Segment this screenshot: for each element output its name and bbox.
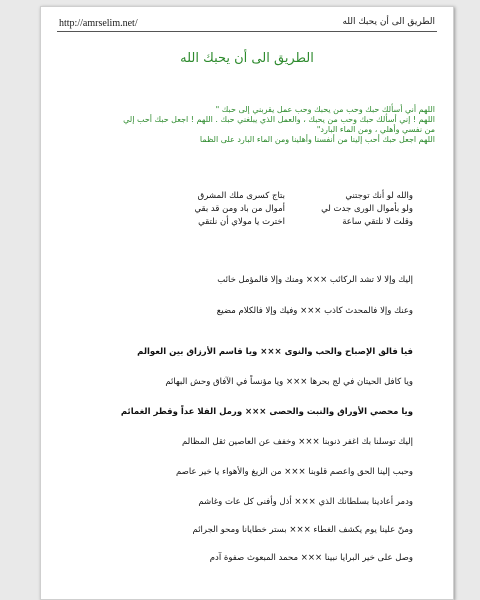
document-title: الطريق الى أن يحبك الله [180, 51, 314, 66]
poem-hemistich: بتاج كسرى ملك المشرق [197, 191, 285, 201]
verse-line: ويا كافل الحيتان في لج بحرها ××× ويا مؤنساً في الآفاق وحش البهائم [165, 377, 413, 387]
poem-hemistich: اخترت يا مولاي أن نلتقي [198, 217, 285, 227]
verse-line: وحبب إلينا الحق واعصم قلوبنا ××× من الزيغ والأهواء يا خير عاصم [175, 467, 413, 477]
header-divider [57, 31, 437, 32]
verse-line: ودمر أعادينا بسلطانك الذي ××× أذل وأفنى كل عات وغاشم [198, 497, 413, 507]
header-url-link[interactable]: http://amrselim.net/ [59, 18, 138, 29]
verse-line: إليك وإلا لا تشد الركائب ××× ومنك وإلا فالمؤمل خائب [217, 275, 413, 285]
prayer-line: اللهم ! إني أسألك حبك وحب من يحبك ، والعمل الذي يبلغني حبك . اللهم ! اجعل حبك أحب إلي [123, 115, 435, 124]
verse-line: ويا محصي الأوراق والنبت والحصى ××× ورمل الفلا عداً وقطر الغمائم [120, 407, 413, 417]
poem-hemistich: والله لو أنك توجتني [345, 191, 413, 201]
poem-row [175, 203, 413, 216]
prayer-line: اللهم اجعل حبك أحب إلينا من أنفسنا وأهلينا ومن الماء البارد على الظما [199, 135, 435, 144]
verse-line: إليك توسلنا بك اغفر ذنوبنا ××× وخفف عن العاصين ثقل المظالم [182, 437, 413, 447]
document-page [40, 6, 454, 600]
header-title: الطريق الى أن يحبك الله [342, 17, 435, 27]
poem-row [175, 190, 413, 203]
prayer-line: اللهم أني أسألك حبك وحب من يحبك وحب عمل يقربني إلى حبك " [215, 105, 435, 114]
verse-line: فيا فالق الإصباح والحب والنوى ××× ويا قاسم الأرزاق بين العوالم [137, 347, 413, 357]
prayer-paragraph [59, 105, 435, 145]
poem-hemistich: ولو بأموال الورى جدت لي [321, 204, 413, 214]
verse-line: ومنّ علينا يوم يكشف الغطاء ××× بستر خطايانا ومحو الجرائم [192, 525, 413, 535]
poem-block [175, 190, 413, 229]
prayer-line: من نفسي وأهلي ، ومن الماء البارد" [316, 125, 435, 134]
poem-row [175, 216, 413, 229]
poem-hemistich: وقلت لا نلتقي ساعة [342, 217, 413, 227]
verse-line: وصل على خير البرايا نبينا ××× محمد المبعوث صفوة آدم [209, 553, 413, 563]
poem-hemistich: أموال من باد ومن قد بقي [194, 204, 285, 214]
verse-line: وعنك وإلا فالمحدث كاذب ××× وفيك وإلا فالكلام مضيع [216, 306, 413, 316]
